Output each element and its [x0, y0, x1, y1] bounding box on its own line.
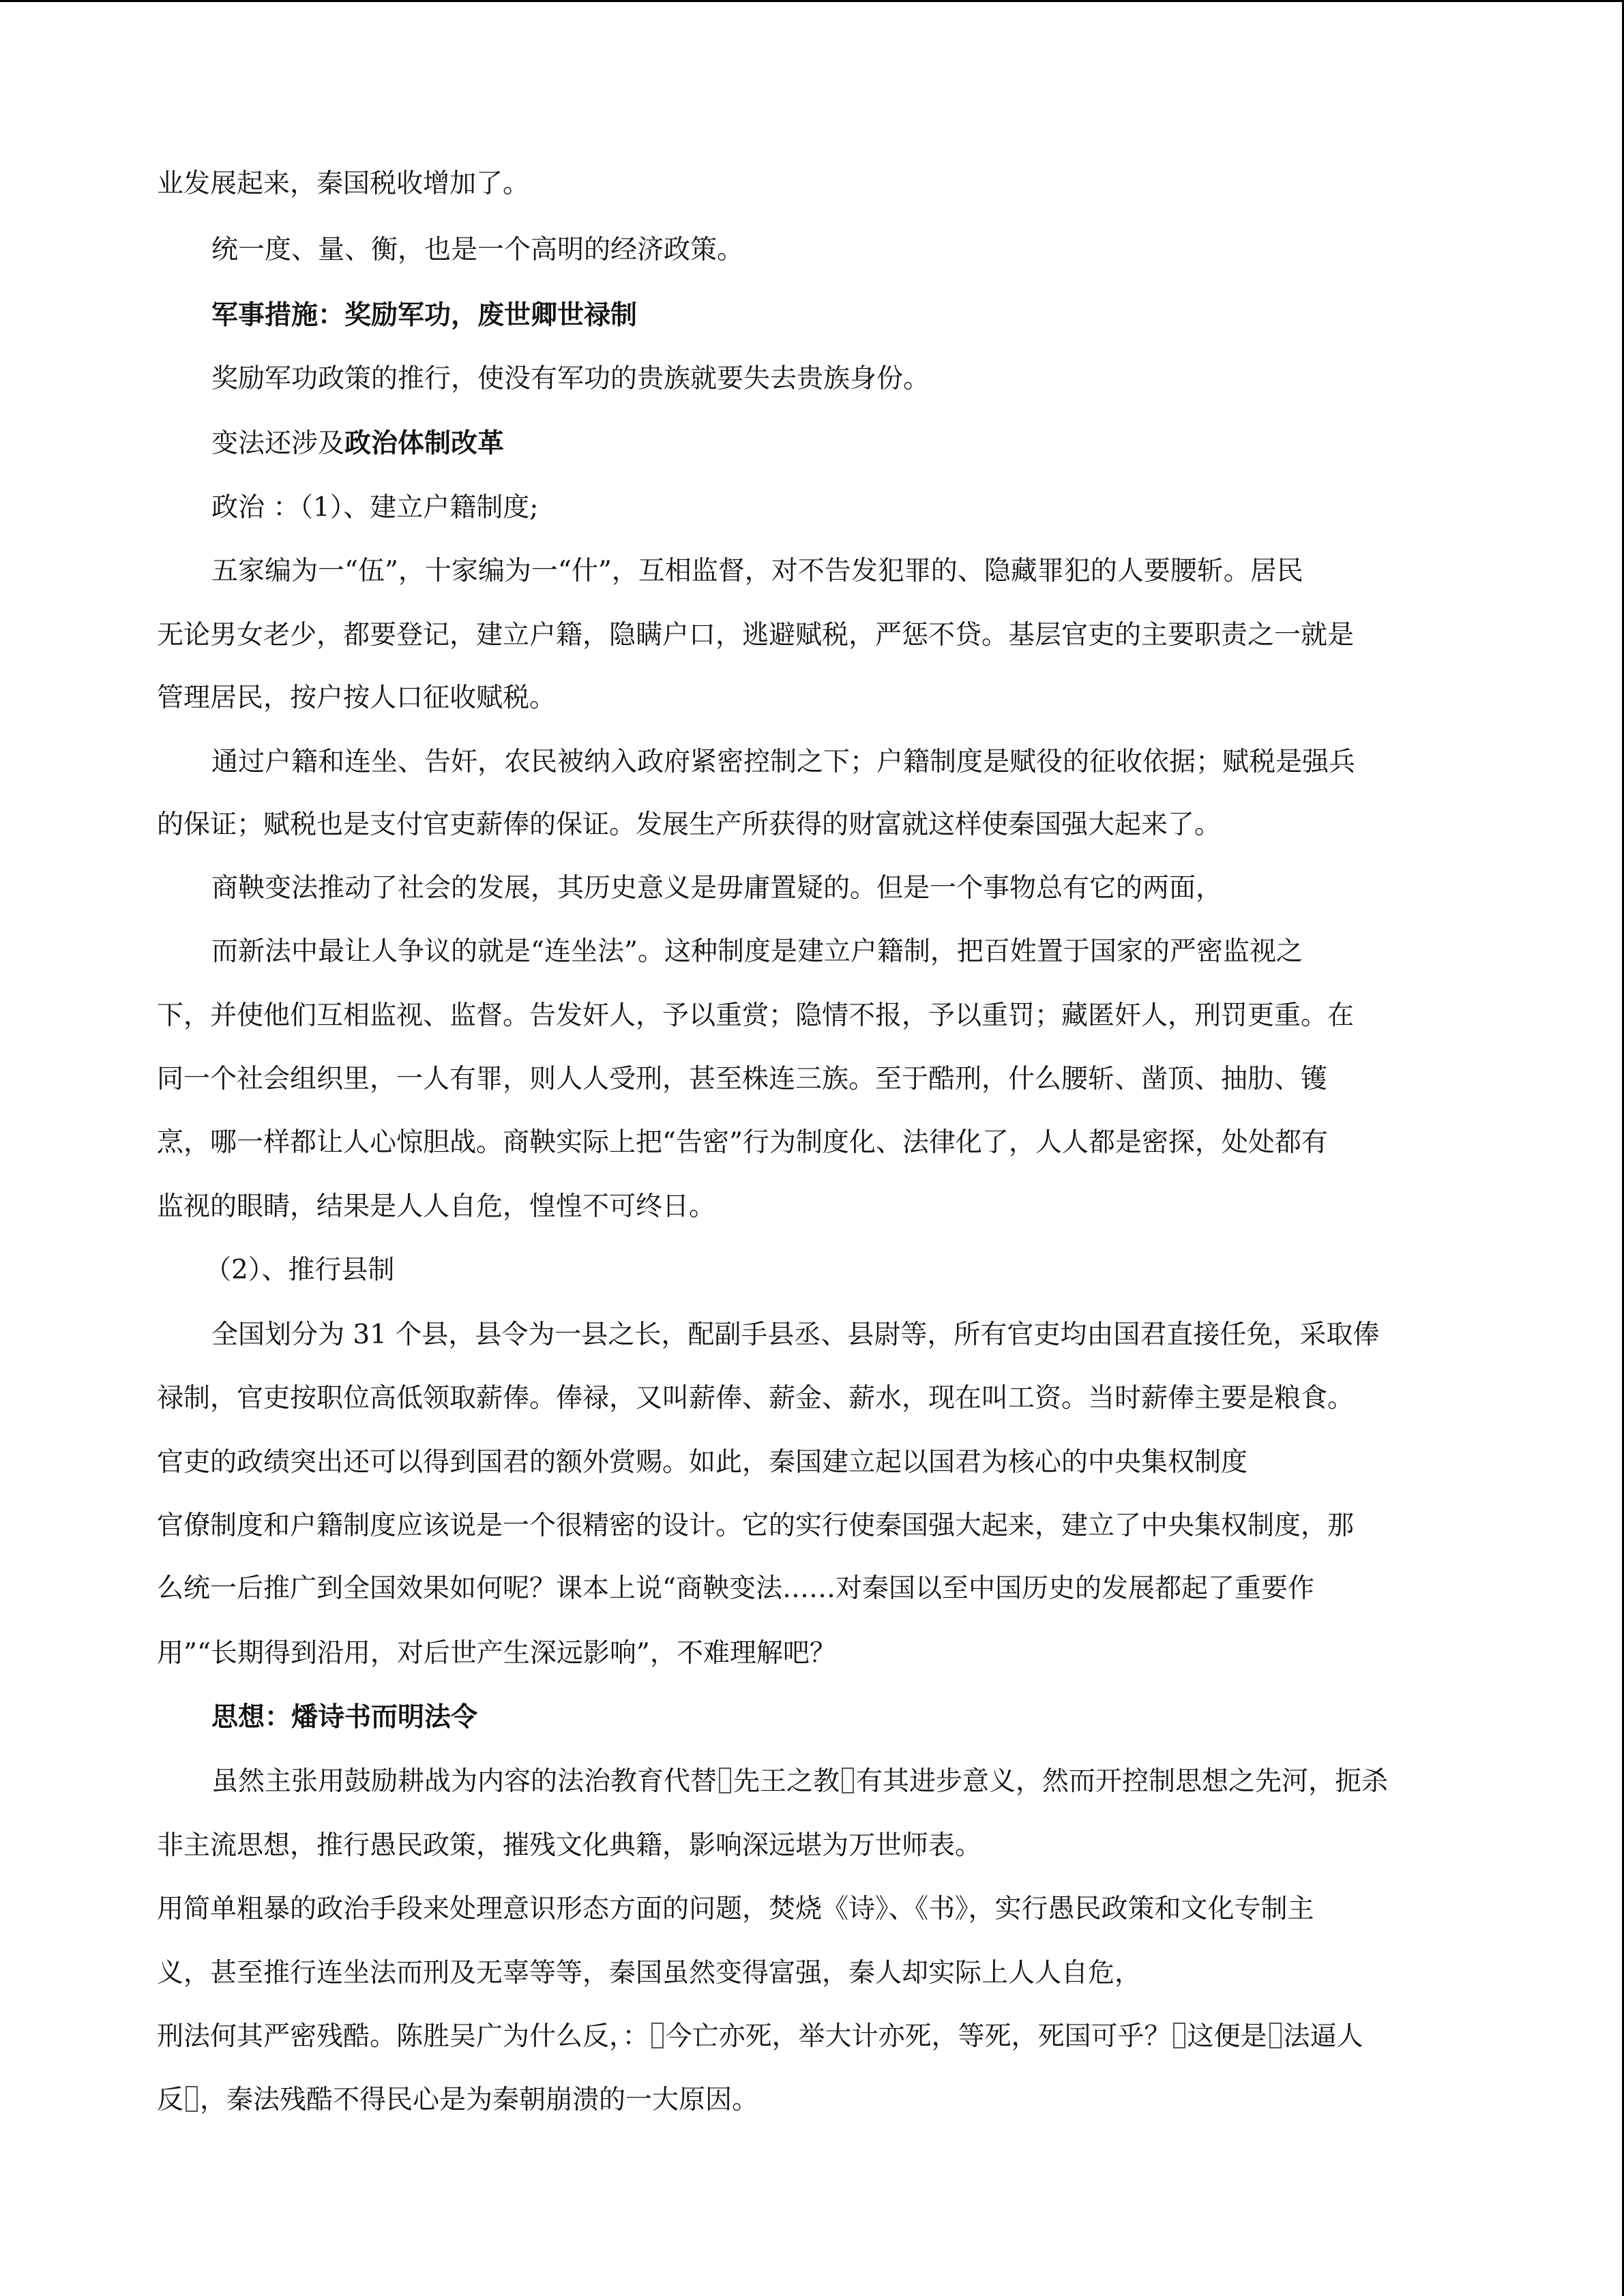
text-run: 有其进步意义，然而开控制思想之先河，扼杀 — [856, 1766, 1389, 1797]
paragraph-line: 而新法中最让人争议的就是“连坐法”。这种制度是建立户籍制，把百姓置于国家的严密监视之 — [211, 936, 1303, 967]
text-run: 变法还涉及 — [211, 428, 345, 459]
paragraph-line: 烹，哪一样都让人心惊胆战。商鞅实际上把“告密”行为制度化、法律化了，人人都是密探，处处都有 — [157, 1127, 1328, 1158]
missing-glyph-box — [719, 1768, 731, 1793]
paragraph-line: 监视的眼睛，结果是人人自危，惶惶不可终日。 — [157, 1191, 716, 1222]
paragraph-line: 用”“长期得到沿用，对后世产生深远影响”，不难理解吧？ — [157, 1638, 836, 1669]
paragraph-line: 同一个社会组织里，一人有罪，则人人受刑，甚至株连三族。至于酷刑，什么腰斩、凿顶、抽肋、镬 — [157, 1064, 1328, 1094]
text-run: 刑法何其严密残酷。陈胜吴广为什么反，： — [157, 2021, 649, 2052]
paragraph-line: （2）、推行县制 — [205, 1255, 395, 1285]
paragraph-line: 的保证；赋税也是支付官吏薪俸的保证。发展生产所获得的财富就这样使秦国强大起来了。 — [157, 809, 1222, 840]
text-run: 今亡亦死，举大计亦死，等死，死国可乎？ — [665, 2021, 1171, 2052]
missing-glyph-box — [1173, 2023, 1185, 2048]
paragraph-line: 禄制，官吏按职位高低领取薪俸。俸禄，又叫薪俸、薪金、薪水，现在叫工资。当时薪俸主要是粮食。 — [157, 1383, 1355, 1414]
text-run: 法逼人 — [1283, 2021, 1363, 2052]
paragraph-line — [157, 2080, 1466, 2121]
paragraph-line: 用简单粗暴的政治手段来处理意识形态方面的问题，焚烧《诗》、《书》，实行愚民政策和文化专制主 — [157, 1894, 1314, 1924]
emphasis-political-reform: 政治体制改革 — [344, 428, 505, 459]
paragraph-line: 义，甚至推行连坐法而刑及无辜等等，秦国虽然变得富强，秦人却实际上人人自危， — [157, 1958, 1142, 1988]
missing-glyph-box — [1269, 2023, 1282, 2048]
paragraph-line — [211, 423, 1521, 464]
paragraph-line: 统一度、量、衡，也是一个高明的经济政策。 — [211, 235, 744, 265]
paragraph-line: 官吏的政绩突出还可以得到国君的额外赏赐。如此，秦国建立起以国君为核心的中央集权制度 — [157, 1447, 1248, 1478]
missing-glyph-box — [186, 2086, 198, 2112]
paragraph-line — [211, 1761, 1521, 1802]
paragraph-line: 通过户籍和连坐、告奸，农民被纳入政府紧密控制之下；户籍制度是赋役的征收依据；赋税是强兵 — [211, 747, 1356, 777]
text-run: 先王之教 — [733, 1766, 840, 1797]
text-run: ，秦法残酷不得民心是为秦朝崩溃的一大原因。 — [200, 2085, 759, 2115]
missing-glyph-box — [651, 2023, 664, 2048]
text-run: 虽然主张用鼓励耕战为内容的法治教育代替 — [211, 1766, 718, 1797]
paragraph-line: 非主流思想，推行愚民政策，摧残文化典籍，影响深远堪为万世师表。 — [157, 1830, 982, 1861]
paragraph-line: 业发展起来，秦国税收增加了。 — [157, 168, 530, 199]
paragraph-line: 商鞅变法推动了社会的发展，其历史意义是毋庸置疑的。但是一个事物总有它的两面， — [211, 873, 1223, 904]
paragraph-line — [157, 2016, 1466, 2057]
paragraph-line: 全国划分为 31 个县，县令为一县之长，配副手县丞、县尉等，所有官吏均由国君直接任免，采取俸 — [211, 1320, 1380, 1350]
paragraph-line: 下，并使他们互相监视、监督。告发奸人，予以重赏；隐情不报，予以重罚；藏匿奸人，刑罚更重。在 — [157, 1000, 1355, 1031]
section-heading-military: 军事措施：奖励军功，废世卿世禄制 — [211, 299, 638, 331]
section-heading-thought: 思想：燔诗书而明法令 — [211, 1701, 478, 1733]
paragraph-line: 五家编为一“伍”，十家编为一“什”，互相监督，对不告发犯罪的、隐藏罪犯的人要腰斩。居民 — [211, 556, 1303, 586]
paragraph-line: 政治 ：（1）、建立户籍制度; — [211, 492, 539, 523]
paragraph-line: 无论男女老少，都要登记，建立户籍，隐瞒户口，逃避赋税，严惩不贷。基层官吏的主要职责之一就是 — [157, 620, 1355, 651]
paragraph-line: 管理居民，按户按人口征收赋税。 — [157, 683, 557, 713]
paragraph-line: 么统一后推广到全国效果如何呢？课本上说“商鞅变法……对秦国以至中国历史的发展都起了重要作 — [157, 1573, 1314, 1604]
paragraph-line: 奖励军功政策的推行，使没有军功的贵族就要失去贵族身份。 — [211, 363, 930, 394]
page-border-top — [0, 0, 1624, 2]
missing-glyph-box — [842, 1768, 854, 1793]
paragraph-line: 官僚制度和户籍制度应该说是一个很精密的设计。它的实行使秦国强大起来，建立了中央集权制度，那 — [157, 1510, 1355, 1541]
text-run: 反 — [157, 2085, 184, 2115]
text-run: 这便是 — [1187, 2021, 1267, 2052]
